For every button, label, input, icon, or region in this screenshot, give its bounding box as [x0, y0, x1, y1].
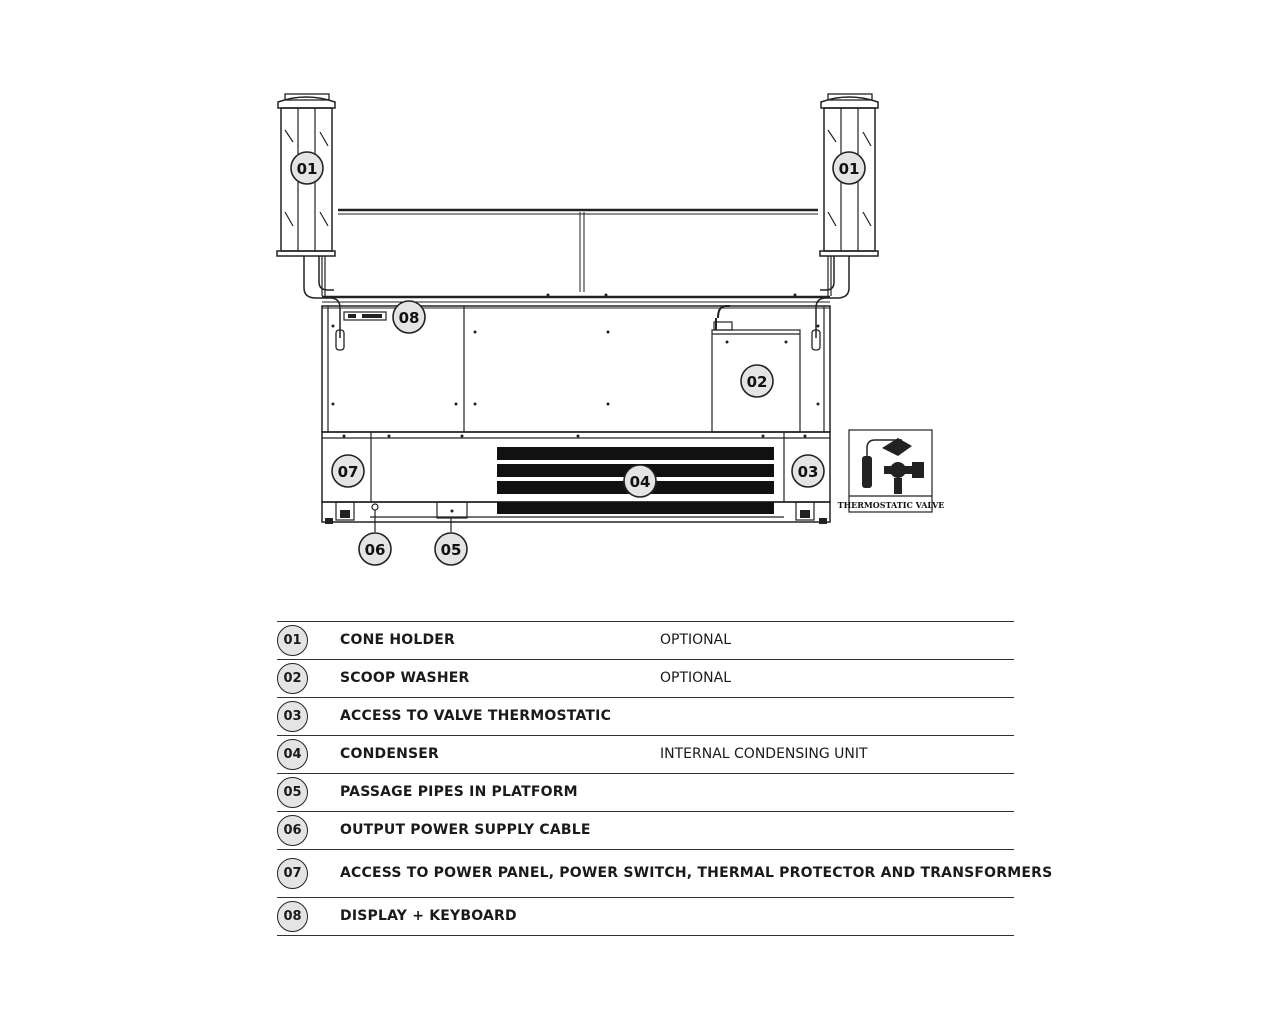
- base-platform: [322, 432, 830, 524]
- callout-08: [393, 301, 425, 333]
- legend-number: 06: [277, 815, 308, 846]
- legend-row: [277, 812, 1014, 850]
- legend-row: [277, 850, 1053, 898]
- legend-row: [277, 774, 1014, 812]
- valve-inset-label: THERMOSTATIC VALVE: [837, 500, 945, 510]
- legend-label: DISPLAY + KEYBOARD: [340, 908, 517, 924]
- callout-05: [435, 533, 467, 565]
- callout-07: [332, 455, 364, 487]
- legend-label: SCOOP WASHER: [340, 670, 470, 686]
- svg-text:03: 03: [797, 463, 819, 481]
- legend-row: [277, 698, 1014, 736]
- svg-text:05: 05: [440, 541, 462, 559]
- legend-label: CONE HOLDER: [340, 632, 456, 648]
- svg-text:01: 01: [296, 160, 318, 178]
- legend-row: [277, 736, 1014, 774]
- top-glass-panel: [322, 210, 830, 308]
- svg-text:04: 04: [629, 473, 651, 491]
- svg-text:02: 02: [746, 373, 768, 391]
- svg-text:06: 06: [364, 541, 386, 559]
- legend-number: 08: [277, 901, 308, 932]
- legend-note: OPTIONAL: [660, 632, 732, 648]
- legend-number: 03: [277, 701, 308, 732]
- legend-label: PASSAGE PIPES IN PLATFORM: [340, 784, 578, 800]
- legend-label: OUTPUT POWER SUPPLY CABLE: [340, 822, 591, 838]
- legend-number: 04: [277, 739, 308, 770]
- legend-row: [277, 621, 1014, 660]
- callout-01-right: [833, 152, 865, 184]
- legend-row: [277, 898, 1014, 936]
- legend-note: OPTIONAL: [660, 670, 732, 686]
- legend-number: 02: [277, 663, 308, 694]
- thermostatic-valve-inset: [838, 430, 945, 512]
- legend-note: INTERNAL CONDENSING UNIT: [660, 746, 868, 762]
- legend-row: [277, 660, 1014, 698]
- legend-table: [277, 621, 1053, 936]
- callout-03: [792, 455, 824, 487]
- callout-02: [741, 365, 773, 397]
- legend-number: 01: [277, 625, 308, 656]
- legend-label: ACCESS TO VALVE THERMOSTATIC: [340, 708, 612, 724]
- legend-number: 07: [277, 858, 308, 889]
- callout-04: [624, 465, 656, 497]
- svg-text:07: 07: [337, 463, 359, 481]
- svg-text:08: 08: [398, 309, 420, 327]
- legend-number: 05: [277, 777, 308, 808]
- legend-label: ACCESS TO POWER PANEL, POWER SWITCH, THERMAL PROTECTOR AND TRANSFORMERS: [340, 865, 1053, 881]
- callout-01-left: [291, 152, 323, 184]
- legend-label: CONDENSER: [340, 746, 440, 762]
- cone-holder-right: [812, 94, 878, 350]
- callout-06: [359, 533, 391, 565]
- svg-text:01: 01: [838, 160, 860, 178]
- cone-holder-left: [277, 94, 344, 350]
